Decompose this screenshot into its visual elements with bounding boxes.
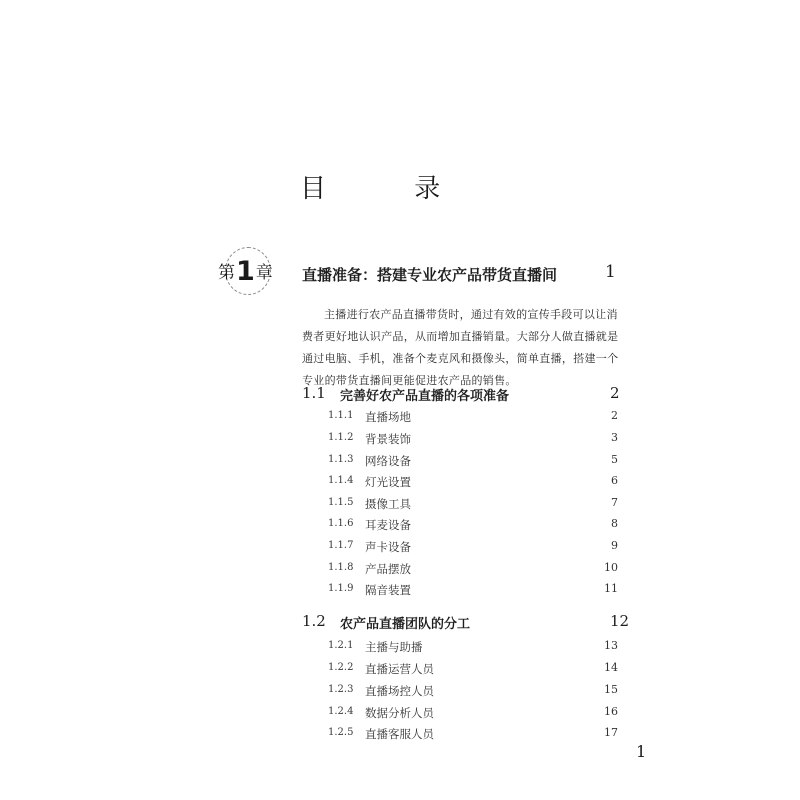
- section-page-number: 2: [610, 384, 620, 402]
- subsection-entry[interactable]: [0, 540, 800, 562]
- chapter-title: 直播准备：搭建专业农产品带货直播间: [302, 266, 558, 284]
- subsection-page-number: 15: [604, 683, 618, 696]
- subsection-number: 1.1.9: [328, 583, 354, 594]
- subsection-title: 网络设备: [365, 454, 411, 468]
- section-entry[interactable]: [0, 612, 800, 634]
- subsection-entry[interactable]: [0, 662, 800, 684]
- chapter-badge-prefix: 第: [218, 263, 235, 283]
- subsection-page-number: 3: [611, 431, 618, 444]
- subsection-number: 1.2.5: [328, 727, 354, 738]
- subsection-entry[interactable]: [0, 518, 800, 540]
- subsection-title: 隔音装置: [365, 583, 411, 597]
- section-number: 1.1: [302, 384, 326, 402]
- subsection-title: 直播运营人员: [365, 662, 434, 676]
- subsection-number: 1.1.1: [328, 410, 354, 421]
- section-entry[interactable]: [0, 384, 800, 406]
- chapter-entry[interactable]: [0, 264, 800, 286]
- subsection-page-number: 7: [611, 496, 618, 509]
- subsection-title: 主播与助播: [365, 640, 423, 654]
- subsection-number: 1.1.6: [328, 518, 354, 529]
- subsection-title: 摄像工具: [365, 497, 411, 511]
- subsection-page-number: 6: [611, 474, 618, 487]
- subsection-number: 1.2.4: [328, 706, 354, 717]
- subsection-entry[interactable]: [0, 684, 800, 706]
- subsection-title: 直播客服人员: [365, 727, 434, 741]
- subsection-number: 1.2.3: [328, 684, 354, 695]
- section-title: 完善好农产品直播的各项准备: [340, 389, 510, 404]
- subsection-entry[interactable]: [0, 706, 800, 728]
- subsection-page-number: 9: [611, 539, 618, 552]
- subsection-title: 耳麦设备: [365, 518, 411, 532]
- subsection-page-number: 2: [611, 409, 618, 422]
- chapter-intro: 主播进行农产品直播带货时，通过有效的宣传手段可以让消费者更好地认识产品，从而增加直播销量。大部分人做直播就是通过电脑、手机，准备个麦克风和摄像头，简单直播，搭建一个专业的带货直播间更能促进农产品的销售。: [302, 308, 619, 387]
- section-number: 1.2: [302, 612, 326, 630]
- subsection-title: 背景装饰: [365, 432, 411, 446]
- subsection-entry[interactable]: [0, 410, 800, 432]
- subsection-title: 声卡设备: [365, 540, 411, 554]
- subsection-entry[interactable]: [0, 640, 800, 662]
- subsection-page-number: 17: [604, 726, 618, 739]
- subsection-entry[interactable]: [0, 454, 800, 476]
- subsection-number: 1.2.1: [328, 640, 354, 651]
- subsection-title: 直播场地: [365, 410, 411, 424]
- subsection-title: 产品摆放: [365, 562, 411, 576]
- subsection-page-number: 10: [604, 561, 618, 574]
- subsection-entry[interactable]: [0, 497, 800, 519]
- subsection-entry[interactable]: [0, 562, 800, 584]
- subsection-number: 1.1.2: [328, 432, 354, 443]
- subsection-number: 1.2.2: [328, 662, 354, 673]
- section-page-number: 12: [610, 612, 630, 630]
- subsection-number: 1.1.3: [328, 454, 354, 465]
- subsection-page-number: 14: [604, 661, 618, 674]
- subsection-entry[interactable]: [0, 475, 800, 497]
- chapter-badge-suffix: 章: [255, 263, 273, 283]
- subsection-title: 直播场控人员: [365, 684, 434, 698]
- subsection-number: 1.1.4: [328, 475, 354, 486]
- section-title: 农产品直播团队的分工: [340, 617, 471, 632]
- subsection-page-number: 8: [611, 517, 618, 530]
- subsection-page-number: 11: [604, 582, 618, 595]
- subsection-title: 数据分析人员: [365, 706, 434, 720]
- subsection-entry[interactable]: [0, 583, 800, 605]
- subsection-number: 1.1.8: [328, 562, 354, 573]
- subsection-page-number: 5: [611, 453, 618, 466]
- subsection-number: 1.1.5: [328, 497, 354, 508]
- subsection-entry[interactable]: [0, 727, 800, 749]
- subsection-entry[interactable]: [0, 432, 800, 454]
- subsection-title: 灯光设置: [365, 475, 411, 489]
- subsection-page-number: 13: [604, 639, 618, 652]
- page-title: 目 录: [300, 174, 481, 204]
- subsection-page-number: 16: [604, 705, 618, 718]
- chapter-page-number: 1: [605, 262, 616, 282]
- page-folio: 1: [636, 742, 647, 761]
- subsection-number: 1.1.7: [328, 540, 354, 551]
- chapter-badge-number: 1: [236, 256, 255, 287]
